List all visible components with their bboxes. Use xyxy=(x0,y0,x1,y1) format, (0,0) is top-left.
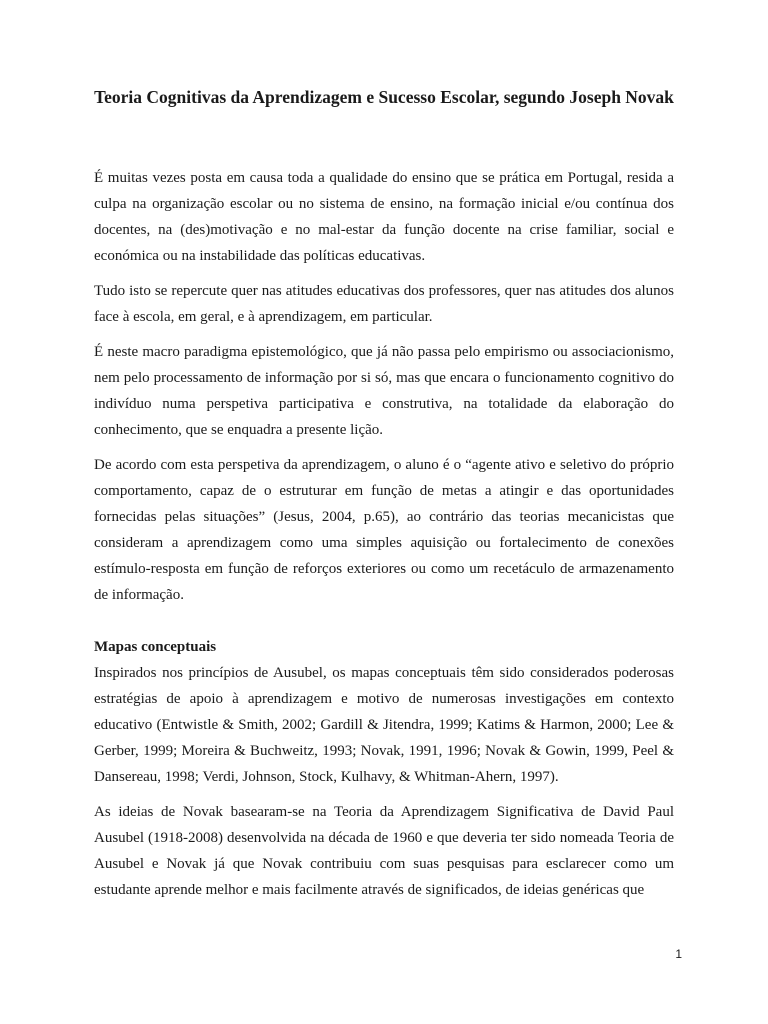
concept-maps-section xyxy=(94,634,674,912)
paragraph: É neste macro paradigma epistemológico, que já não passa pelo empirismo ou associacionismo, nem pelo processamento de informação por si só, mas que encara o funcionamento cognitivo do indivíduo numa perspetiva participativa e construtiva, na totalidade da elaboração do conhecimento, que se enquadra a presente lição. xyxy=(94,344,674,438)
paragraph: As ideias de Novak basearam-se na Teoria da Aprendizagem Significativa de David Paul Ausubel (1918-2008) desenvolvida na década de 1960 e que deveria ter sido nomeada Teoria de Ausubel e Novak já que Novak contribuiu com suas pesquisas para esclarecer como um estudante aprende melhor e mais facilmente através de significados, de ideias genéricas que xyxy=(94,804,674,898)
paragraph: Inspirados nos princípios de Ausubel, os mapas conceptuais têm sido considerados poderosas estratégias de apoio à aprendizagem e motivo de numerosas investigações em contexto educativo (Entwistle & Smith, 2002; Gardill & Jitendra, 1999; Katims & Harmon, 2000; Lee & Gerber, 1999; Moreira & Buchweitz, 1993; Novak, 1991, 1996; Novak & Gowin, 1999, Peel & Dansereau, 1998; Verdi, Johnson, Stock, Kulhavy, & Whitman-Ahern, 1997). xyxy=(94,665,674,785)
paragraph: É muitas vezes posta em causa toda a qualidade do ensino que se prática em Portugal, resida a culpa na organização escolar ou no sistema de ensino, na formação inicial e/ou contínua dos docentes, na (des)motivação e no mal-estar da função docente na crise familiar, social e económica ou na instabilidade das políticas educativas. xyxy=(94,170,674,264)
paragraph: De acordo com esta perspetiva da aprendizagem, o aluno é o “agente ativo e seletivo do próprio comportamento, capaz de o estruturar em função de metas a atingir e das oportunidades fornecidas pelas situações” (Jesus, 2004, p.65), ao contrário das teorias mecanicistas que consideram a aprendizagem como uma simples aquisição ou fortalecimento de conexões estímulo-resposta em função de reforços exteriores ou como um recetáculo de armazenamento de informação. xyxy=(94,457,674,603)
paragraph: Tudo isto se repercute quer nas atitudes educativas dos professores, quer nas atitudes dos alunos face à escola, em geral, e à aprendizagem, em particular. xyxy=(94,283,674,325)
intro-section xyxy=(94,165,674,617)
section-heading: Mapas conceptuais xyxy=(94,639,217,655)
document-title: Teoria Cognitivas da Aprendizagem e Sucesso Escolar, segundo Joseph Novak xyxy=(94,87,674,107)
page-number: 1 xyxy=(675,947,682,961)
